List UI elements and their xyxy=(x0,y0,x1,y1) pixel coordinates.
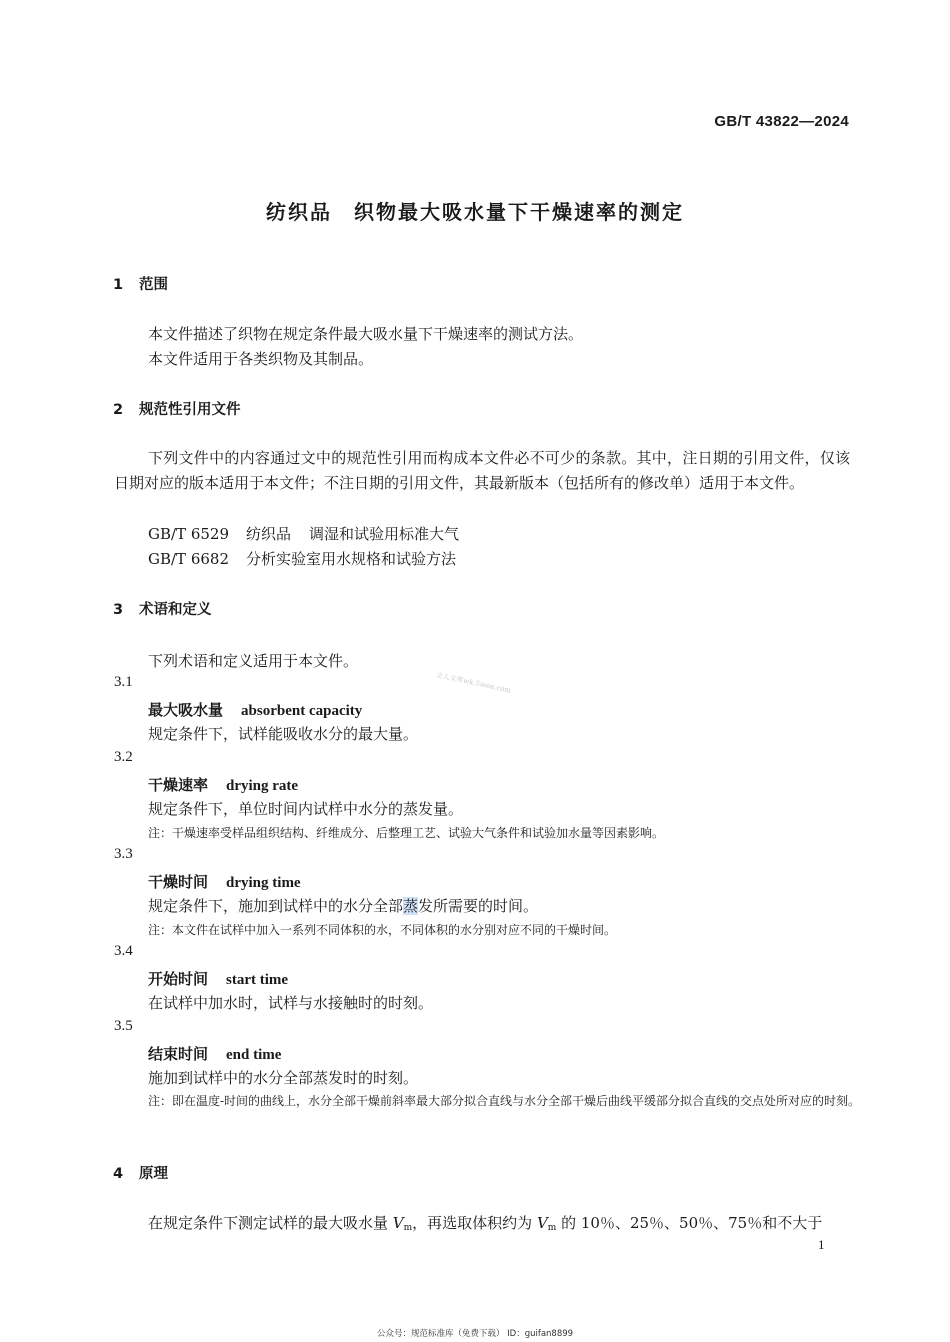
section-4-heading xyxy=(113,1162,168,1183)
term-en: drying rate xyxy=(226,778,299,794)
term-zh: 结束时间 xyxy=(148,1045,209,1063)
definition-text: 发所需要的时间。 xyxy=(418,897,539,915)
section-4-paragraph xyxy=(148,1212,822,1233)
section-1-paragraph: 本文件描述了织物在规定条件最大吸水量下干燥速率的测试方法。 xyxy=(148,325,584,343)
page-number: 1 xyxy=(818,1237,825,1252)
document-title: 纺织品 织物最大吸水量下干燥速率的测定 xyxy=(266,200,684,224)
principle-text: ，再选取体积约为 xyxy=(412,1214,537,1232)
section-number: 2 xyxy=(113,402,124,418)
section-title: 术语和定义 xyxy=(139,602,212,618)
term-heading xyxy=(148,774,298,795)
section-title: 原理 xyxy=(139,1166,168,1182)
selected-text-highlight[interactable]: 蒸 xyxy=(403,897,419,915)
reference-title: 纺织品 xyxy=(246,525,292,543)
term-note: 注：干燥速率受样品组织结构、纤维成分、后整理工艺、试验大气条件和试验加水量等因素影响。 xyxy=(148,826,665,840)
term-zh: 开始时间 xyxy=(148,970,209,988)
section-number: 4 xyxy=(113,1166,124,1182)
clause-number: 3.3 xyxy=(114,846,133,862)
term-zh: 干燥时间 xyxy=(148,873,209,891)
reference-item xyxy=(148,548,456,569)
reference-title: 分析实验室用水规格和试验方法 xyxy=(246,550,457,568)
term-heading xyxy=(148,871,301,892)
term-note: 注：本文件在试样中加入一系列不同体积的水，不同体积的水分别对应不同的干燥时间。 xyxy=(148,923,617,937)
footer-text: 公众号：规范标准库（免费下载） ID：guifan8899 xyxy=(376,1329,574,1339)
section-1-heading xyxy=(113,273,168,294)
clause-number: 3.1 xyxy=(114,674,133,690)
section-2-heading xyxy=(113,398,241,419)
section-number: 1 xyxy=(113,277,124,293)
term-zh: 干燥速率 xyxy=(148,776,209,794)
watermark-text: 文人文库wk.5ieee.com xyxy=(435,670,512,695)
term-heading xyxy=(148,968,288,989)
clause-number: 3.5 xyxy=(114,1018,133,1034)
volume-subscript: m xyxy=(547,1223,557,1233)
term-heading xyxy=(148,1043,281,1064)
term-definition: 施加到试样中的水分全部蒸发时的时刻。 xyxy=(148,1069,419,1087)
reference-item xyxy=(148,523,459,544)
term-note: 注：即在温度-时间的曲线上，水分全部干燥前斜率最大部分拟合直线与水分全部干燥后曲线平缓部分拟合直线的交点处所对应的时刻。 xyxy=(148,1094,861,1108)
term-definition: 规定条件下，试样能吸收水分的最大量。 xyxy=(148,725,419,743)
term-zh: 最大吸水量 xyxy=(148,701,224,719)
term-heading xyxy=(148,699,362,720)
term-definition: 规定条件下，单位时间内试样中水分的蒸发量。 xyxy=(148,800,464,818)
volume-subscript: m xyxy=(403,1223,413,1233)
principle-text: 的 10％、25％、50％、75％和不大于 xyxy=(556,1214,823,1232)
volume-symbol: V xyxy=(536,1214,548,1232)
principle-text: 在规定条件下测定试样的最大吸水量 xyxy=(148,1214,393,1232)
term-en: start time xyxy=(226,972,289,988)
definition-text: 规定条件下，施加到试样中的水分全部 xyxy=(148,897,404,915)
standard-code: GB/T 43822—2024 xyxy=(714,113,849,130)
section-2-intro: 下列文件中的内容通过文中的规范性引用而构成本文件必不可少的条款。其中，注日期的引用文件，仅该日期对应的版本适用于本文件；不注日期的引用文件，其最新版本（包括所有的修改单）适用于本文件。 xyxy=(114,449,850,492)
section-title: 范围 xyxy=(139,277,168,293)
section-title: 规范性引用文件 xyxy=(139,402,241,418)
term-definition: 在试样中加水时，试样与水接触时的时刻。 xyxy=(148,994,434,1012)
clause-number: 3.2 xyxy=(114,749,133,765)
clause-number: 3.4 xyxy=(114,943,133,959)
term-en: end time xyxy=(226,1047,282,1063)
section-number: 3 xyxy=(113,602,124,618)
term-en: drying time xyxy=(226,875,301,891)
section-3-heading xyxy=(113,598,212,619)
reference-title: 调湿和试验用标准大气 xyxy=(309,525,460,543)
volume-symbol: V xyxy=(392,1214,404,1232)
term-definition xyxy=(148,895,538,916)
reference-code: GB/T 6529 xyxy=(148,525,230,543)
reference-code: GB/T 6682 xyxy=(148,550,230,568)
section-3-intro: 下列术语和定义适用于本文件。 xyxy=(148,652,359,670)
section-1-paragraph: 本文件适用于各类织物及其制品。 xyxy=(148,350,374,368)
term-en: absorbent capacity xyxy=(241,703,363,719)
